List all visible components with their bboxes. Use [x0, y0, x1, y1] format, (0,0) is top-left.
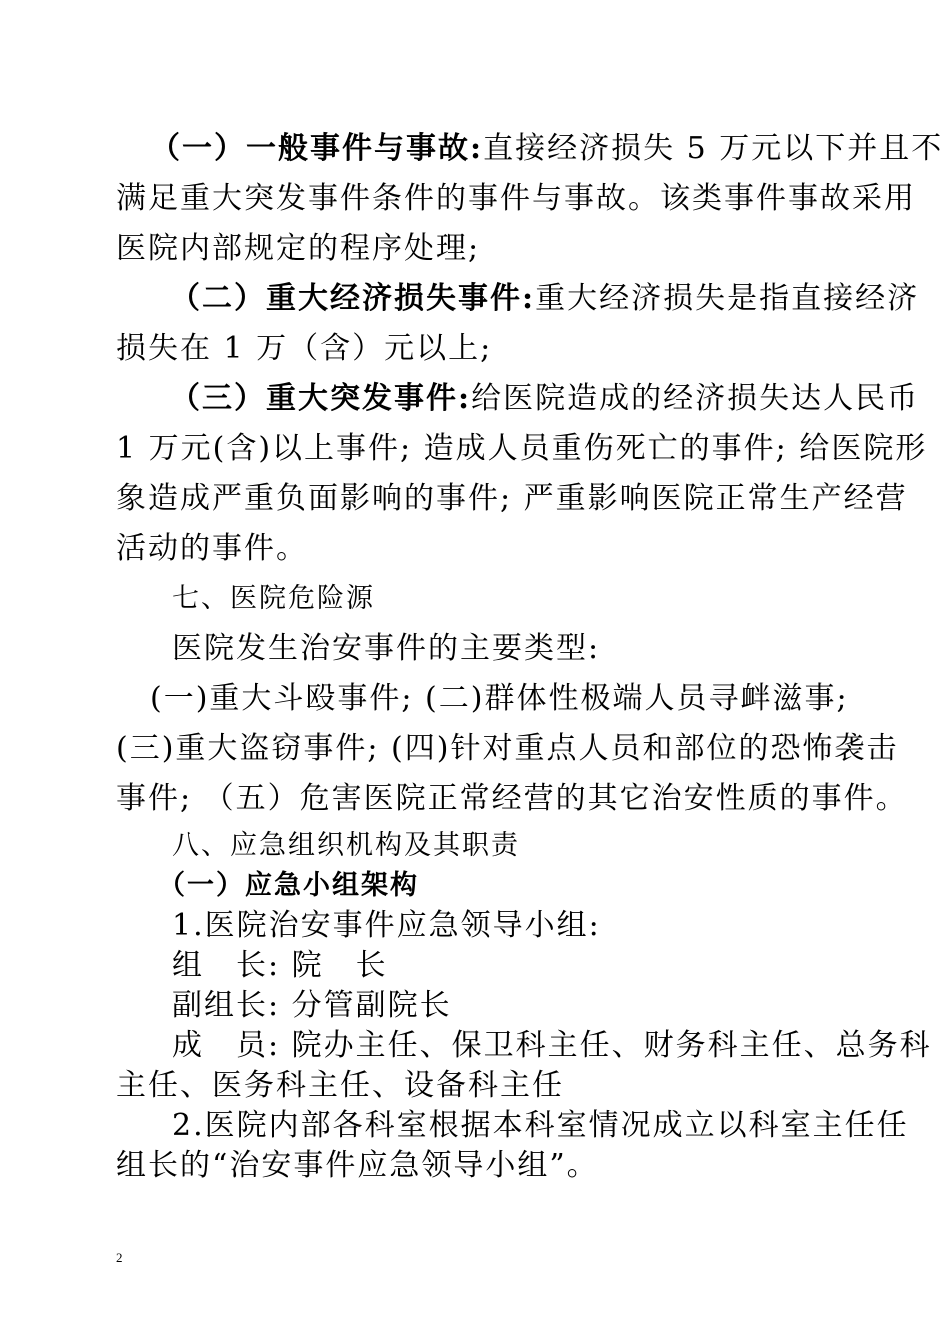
section-7-types-line-3: 事件; （五）危害医院正常经营的其它治安性质的事件。	[116, 781, 908, 816]
general-incident-text-3: 医院内部规定的程序处理;	[116, 231, 481, 266]
general-incident-text-2: 满足重大突发事件条件的事件与事故。该类事件事故采用	[116, 181, 916, 216]
major-loss-text-2: 损失在 1 万（含）元以上;	[116, 331, 493, 366]
heading-major-loss: （二）重大经济损失事件:	[170, 281, 536, 316]
major-loss-text-1: 重大经济损失是指直接经济	[535, 281, 920, 316]
paragraph-major-emergency-line-1	[170, 379, 950, 419]
section-7-types-line-2: (三)重大盗窃事件; (四)针对重点人员和部位的恐怖袭击	[116, 731, 899, 766]
major-emergency-text-2: 1 万元(含)以上事件; 造成人员重伤死亡的事件; 给医院形	[116, 431, 928, 466]
section-8-deputy: 副组长: 分管副院长	[172, 988, 452, 1023]
section-8-subtitle: （一）应急小组架构	[158, 870, 419, 901]
page-number: 2	[116, 1250, 123, 1265]
heading-major-emergency: （三）重大突发事件:	[170, 381, 472, 416]
section-8-item-2-line-2: 组长的“治安事件应急领导小组”。	[116, 1148, 599, 1183]
section-8-title: 八、应急组织机构及其职责	[172, 830, 520, 861]
section-8-members-line-1: 成 员: 院办主任、保卫科主任、财务科主任、总务科	[172, 1028, 932, 1063]
general-incident-text-1: 直接经济损失 5 万元以下并且不	[483, 131, 944, 166]
major-emergency-text-3: 象造成严重负面影响的事件; 严重影响医院正常生产经营	[116, 481, 908, 516]
section-7-types-line-1: (一)重大斗殴事件; (二)群体性极端人员寻衅滋事;	[150, 681, 849, 716]
paragraph-general-incident-line-1	[150, 129, 950, 169]
section-8-item-1: 1.医院治安事件应急领导小组:	[172, 908, 601, 943]
heading-general-incident: （一）一般事件与事故:	[150, 131, 484, 166]
section-8-item-2-line-1: 2.医院内部各科室根据本科室情况成立以科室主任任	[172, 1108, 909, 1143]
paragraph-major-loss-line-1	[170, 279, 950, 319]
section-8-leader: 组 长: 院 长	[172, 948, 388, 983]
section-7-title: 七、医院危险源	[172, 583, 375, 614]
major-emergency-text-4: 活动的事件。	[116, 531, 308, 566]
section-8-members-line-2: 主任、医务科主任、设备科主任	[116, 1068, 564, 1103]
section-7-intro: 医院发生治安事件的主要类型:	[172, 631, 601, 666]
major-emergency-text-1: 给医院造成的经济损失达人民币	[471, 381, 920, 416]
